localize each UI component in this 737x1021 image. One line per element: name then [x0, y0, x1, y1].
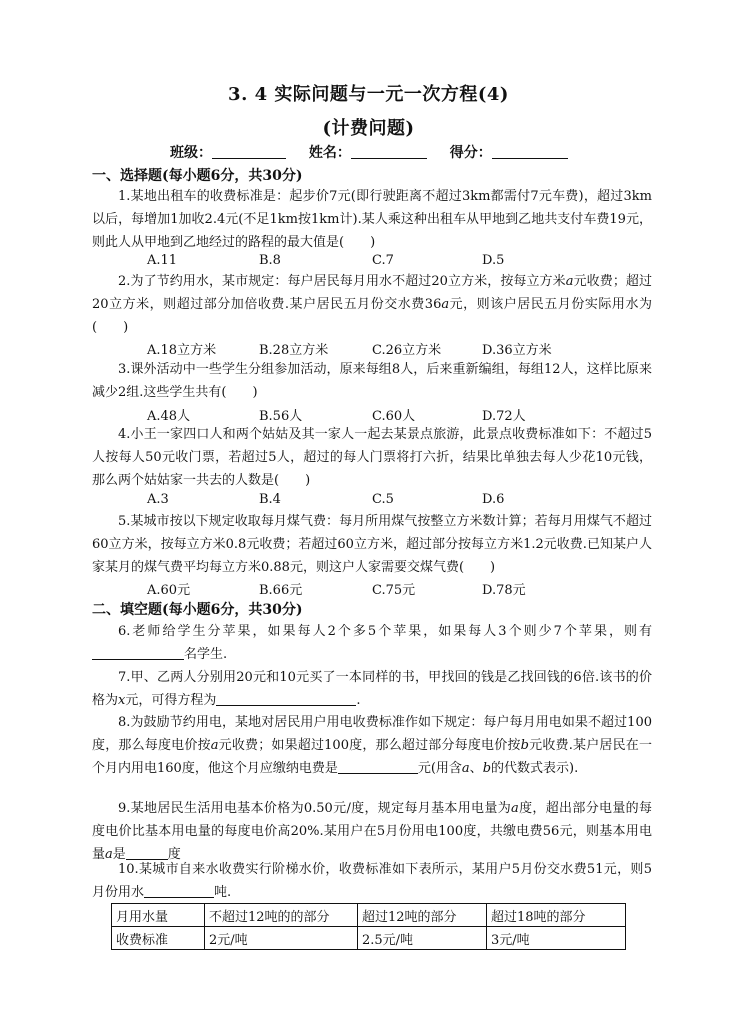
worksheet-title: 3. 4 实际问题与一元一次方程(4): [228, 84, 509, 105]
option-d: D.36立方米: [482, 343, 552, 358]
option-a: A.3: [147, 492, 169, 507]
variable-a: a: [511, 801, 519, 816]
variable-x: x: [118, 693, 126, 708]
question-9: [92, 797, 652, 866]
variable-b: b: [482, 761, 492, 776]
option-a: A.11: [147, 253, 178, 268]
question-9-text: 9.某地居民生活用电基本价格为0.50元/度，规定每月基本用电量为: [118, 801, 512, 816]
question-7: [92, 666, 652, 712]
answer-blank-8[interactable]: [338, 759, 418, 774]
question-6-text-end: 名学生.: [184, 647, 228, 662]
question-10-text: 10.某城市自来水收费实行阶梯水价，收费标准如下表所示，某用户5月份交水费51元，则5月份用水: [92, 862, 652, 900]
class-label: 班级：: [170, 145, 212, 161]
variable-a: a: [105, 847, 113, 862]
question-8-text-e: 、: [469, 761, 483, 776]
variable-b: b: [520, 738, 529, 753]
table-cell: 月用水量: [112, 904, 205, 927]
table-cell: 3元/吨: [487, 927, 626, 950]
question-3: 3.课外活动中一些学生分组参加活动，原来每组8人，后来重新编组，每组12人，这样比原来减少2组.这些学生共有( ): [92, 362, 652, 400]
option-a: A.48人: [147, 409, 191, 424]
answer-blank-7[interactable]: [216, 691, 356, 706]
question-4: 4.小王一家四口人和两个姑姑及其一家人一起去某景点旅游，此景点收费标准如下：不超过5人按每人50元收门票，若超过5人，超过的每人门票将打六折，结果比单独去每人少花10元钱，那么两个姑姑家一共去的人数是( ): [92, 427, 652, 488]
option-d: D.6: [482, 492, 505, 507]
question-7-text: 7.甲、乙两人分别用20元和10元买了一本同样的书，甲找回的钱是乙找回钱的6倍.该书的价格为: [92, 670, 652, 708]
option-c: C.5: [372, 492, 394, 507]
question-8-text-f: 的代数式表示).: [491, 761, 579, 776]
option-b: B.8: [259, 253, 281, 268]
option-c: C.26立方米: [372, 343, 442, 358]
question-10-text-end: 吨.: [214, 885, 232, 900]
section-heading-choice: 一、选择题(每小题6分，共30分): [92, 168, 303, 184]
class-blank: [212, 144, 286, 159]
question-2-text-a: 2.为了节约用水，某市规定：每户居民每月用水不超过20立方米，按每立方米: [118, 274, 566, 289]
question-9-text-end: 度: [167, 847, 181, 862]
question-8-text: 8.为鼓励节约用电，某地对居民用户用电收费标准作如下规定：每户每月用电如果不超过100度，那么每度电价按: [92, 715, 652, 753]
variable-a: a: [441, 297, 450, 312]
option-a: A.60元: [147, 583, 191, 598]
option-a: A.18立方米: [147, 343, 217, 358]
name-blank: [351, 144, 427, 159]
water-price-table: [111, 903, 626, 950]
question-2-text-c: 元，则该户居民五月份实际用水为( ): [92, 297, 652, 335]
table-cell: 2元/吨: [205, 927, 358, 950]
table-cell: 收费标准: [112, 927, 205, 950]
question-7-text-b: 元，可得方程为: [125, 693, 217, 708]
score-blank: [492, 144, 568, 159]
table-cell: 超过12吨的部分: [358, 904, 487, 927]
question-2-text-b: 元收费；超过20立方米，则超过部分加倍收费.某户居民五月份交水费36: [92, 274, 652, 312]
variable-a: a: [565, 274, 574, 289]
question-5: 5.某城市按以下规定收取每月煤气费：每月所用煤气按整立方米数计算；若每月用煤气不超过60立方米，按每立方米0.8元收费；若超过60立方米，超过部分按每立方米1.2元收费.已知某户人家某月的煤气费平均每立方米0.88元，则这户人家需要交煤气费( ): [92, 514, 652, 575]
option-c: C.75元: [372, 583, 416, 598]
name-label: 姓名：: [308, 145, 351, 161]
score-label: 得分：: [449, 145, 492, 161]
variable-a: a: [461, 761, 470, 776]
option-b: B.28立方米: [259, 343, 329, 358]
question-9-text-b: 度，超出部分电量的每度电价比基本用电量的每度电价高20%.某用户在5月份用电100度，共缴电费56元，则基本用电量: [92, 801, 652, 862]
question-2: [92, 270, 652, 339]
option-b: B.56人: [259, 409, 303, 424]
question-9-text-c: 是: [112, 847, 126, 862]
question-6-text: 6.老师给学生分苹果，如果每人2个多5个苹果，如果每人3个则少7个苹果，则有: [118, 624, 652, 639]
question-8-text-b: 元收费；如果超过100度，那么超过部分每度电价按: [218, 738, 521, 753]
option-b: B.4: [259, 492, 281, 507]
question-7-text-end: .: [356, 693, 361, 708]
option-c: C.60人: [372, 409, 416, 424]
table-row: [112, 927, 626, 950]
table-cell: 不超过12吨的的部分: [205, 904, 358, 927]
worksheet-subtitle: (计费问题): [322, 118, 415, 139]
answer-blank-10[interactable]: [144, 883, 214, 898]
table-cell: 2.5元/吨: [358, 927, 487, 950]
student-info-line: [170, 142, 586, 162]
option-b: B.66元: [259, 583, 303, 598]
option-c: C.7: [372, 253, 394, 268]
question-6: [92, 620, 652, 666]
table-cell: 超过18吨的部分: [487, 904, 626, 927]
option-d: D.5: [482, 253, 505, 268]
section-heading-fill: 二、填空题(每小题6分，共30分): [92, 602, 303, 618]
question-8: [92, 711, 652, 780]
question-8-text-c: 元收费.某户居民在一个月内用电160度，他这个月应缴纳电费是: [92, 738, 652, 776]
question-1: 1.某地出租车的收费标准是：起步价7元(即行驶距离不超过3km都需付7元车费)，超过3km以后，每增加1加收2.4元(不足1km按1km计).某人乘这种出租车从甲地到乙地共支付车费19元，则此人从甲地到乙地经过的路程的最大值是( ): [92, 189, 652, 250]
table-header-row: [112, 904, 626, 927]
option-d: D.78元: [482, 583, 526, 598]
variable-a: a: [210, 738, 219, 753]
answer-blank-6[interactable]: [92, 645, 184, 660]
question-8-text-d: 元(用含: [417, 761, 462, 776]
option-d: D.72人: [482, 409, 526, 424]
question-10: [92, 858, 652, 904]
